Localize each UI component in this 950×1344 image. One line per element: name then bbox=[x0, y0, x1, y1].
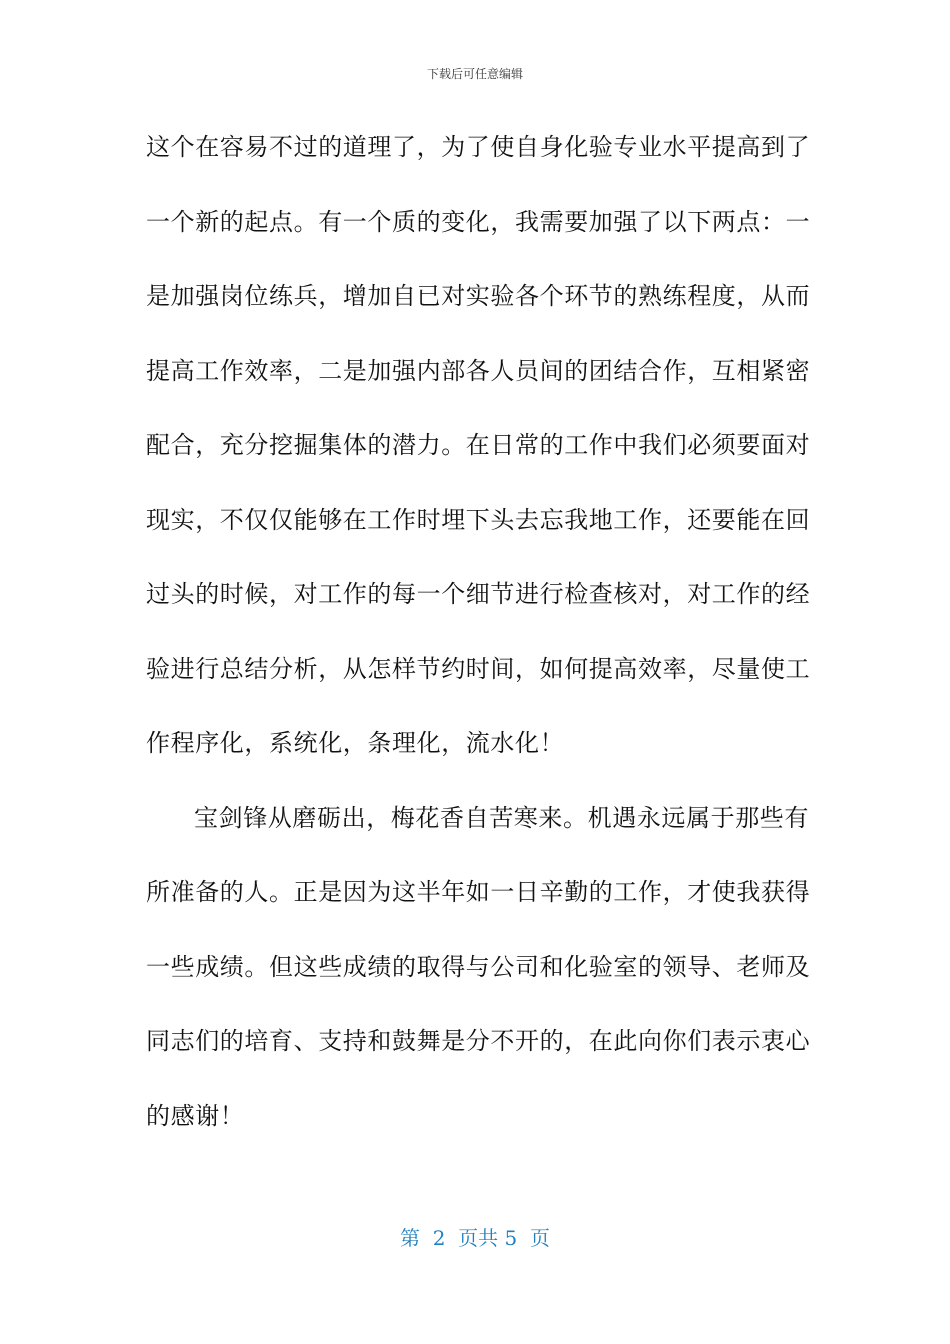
text-line: 过头的时候，对工作的每一个细节进行检查核对，对工作的经 bbox=[146, 580, 811, 608]
document-body bbox=[146, 110, 811, 1153]
paragraph-first-line: 宝剑锋从磨砺出，梅花香自苦寒来。机遇永远属于那些有 bbox=[194, 803, 809, 832]
text-line: 是加强岗位练兵，增加自已对实验各个环节的熟练程度，从而 bbox=[146, 282, 811, 310]
text-line: 配合，充分挖掘集体的潜力。在日常的工作中我们必须要面对 bbox=[146, 431, 811, 459]
text-line: 验进行总结分析，从怎样节约时间，如何提高效率，尽量使工 bbox=[146, 654, 811, 683]
text-line: 一些成绩。但这些成绩的取得与公司和化验室的领导、老师及 bbox=[146, 952, 811, 981]
text-line: 这个在容易不过的道理了，为了使自身化验专业水平提高到了 bbox=[146, 133, 811, 161]
page-header: 下载后可任意编辑 bbox=[426, 67, 523, 81]
text-line: 一个新的起点。有一个质的变化，我需要加强了以下两点：一 bbox=[146, 207, 811, 236]
text-line: 提高工作效率，二是加强内部各人员间的团结合作，互相紧密 bbox=[146, 356, 811, 385]
text-line: 所准备的人。正是因为这半年如一日辛勤的工作，才使我获得 bbox=[146, 878, 811, 906]
text-line: 的感谢！ bbox=[146, 1101, 245, 1130]
text-line: 现实，不仅仅能够在工作时埋下头去忘我地工作，还要能在回 bbox=[146, 505, 811, 534]
text-line: 同志们的培育、支持和鼓舞是分不开的，在此向你们表示衷心 bbox=[146, 1027, 811, 1055]
text-line: 作程序化，系统化，条理化，流水化！ bbox=[146, 729, 565, 757]
page-number-footer: 第 2 页共 5 页 bbox=[400, 1226, 550, 1250]
